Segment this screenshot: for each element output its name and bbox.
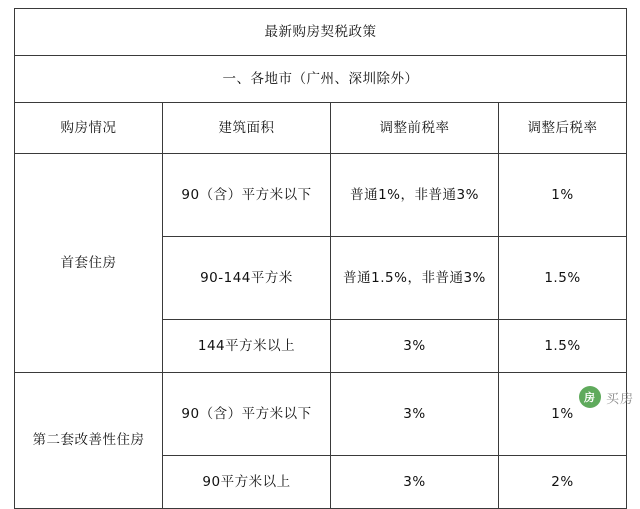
table-title-row bbox=[15, 9, 627, 56]
column-header-rate-before: 调整前税率 bbox=[331, 103, 499, 154]
column-header-rate-after: 调整后税率 bbox=[499, 103, 627, 154]
row-rate-before: 3% bbox=[331, 320, 499, 373]
row-rate-after: 1% bbox=[499, 154, 627, 237]
row-rate-before: 普通1.5%，非普通3% bbox=[331, 237, 499, 320]
row-area: 90（含）平方米以下 bbox=[163, 154, 331, 237]
tax-policy-table bbox=[14, 8, 627, 509]
row-rate-after: 1.5% bbox=[499, 320, 627, 373]
column-header-building-area: 建筑面积 bbox=[163, 103, 331, 154]
row-area: 144平方米以上 bbox=[163, 320, 331, 373]
row-area: 90-144平方米 bbox=[163, 237, 331, 320]
table-row bbox=[15, 154, 627, 237]
watermark-logo-icon: 房 bbox=[579, 386, 601, 408]
row-category-second-home: 第二套改善性住房 bbox=[15, 373, 163, 509]
row-area: 90平方米以上 bbox=[163, 456, 331, 509]
row-category-first-home: 首套住房 bbox=[15, 154, 163, 373]
document-title: 最新购房契税政策 bbox=[15, 9, 627, 56]
table-section-row bbox=[15, 56, 627, 103]
table-row bbox=[15, 373, 627, 456]
row-rate-before: 3% bbox=[331, 456, 499, 509]
row-area: 90（含）平方米以下 bbox=[163, 373, 331, 456]
watermark bbox=[579, 386, 634, 408]
column-header-purchase-situation: 购房情况 bbox=[15, 103, 163, 154]
row-rate-after: 2% bbox=[499, 456, 627, 509]
watermark-label: 买房 bbox=[605, 391, 634, 407]
table-header-row bbox=[15, 103, 627, 154]
row-rate-after: 1.5% bbox=[499, 237, 627, 320]
section-heading: 一、各地市（广州、深圳除外） bbox=[15, 56, 627, 103]
row-rate-after: 1% bbox=[499, 373, 627, 456]
row-rate-before: 3% bbox=[331, 373, 499, 456]
row-rate-before: 普通1%，非普通3% bbox=[331, 154, 499, 237]
